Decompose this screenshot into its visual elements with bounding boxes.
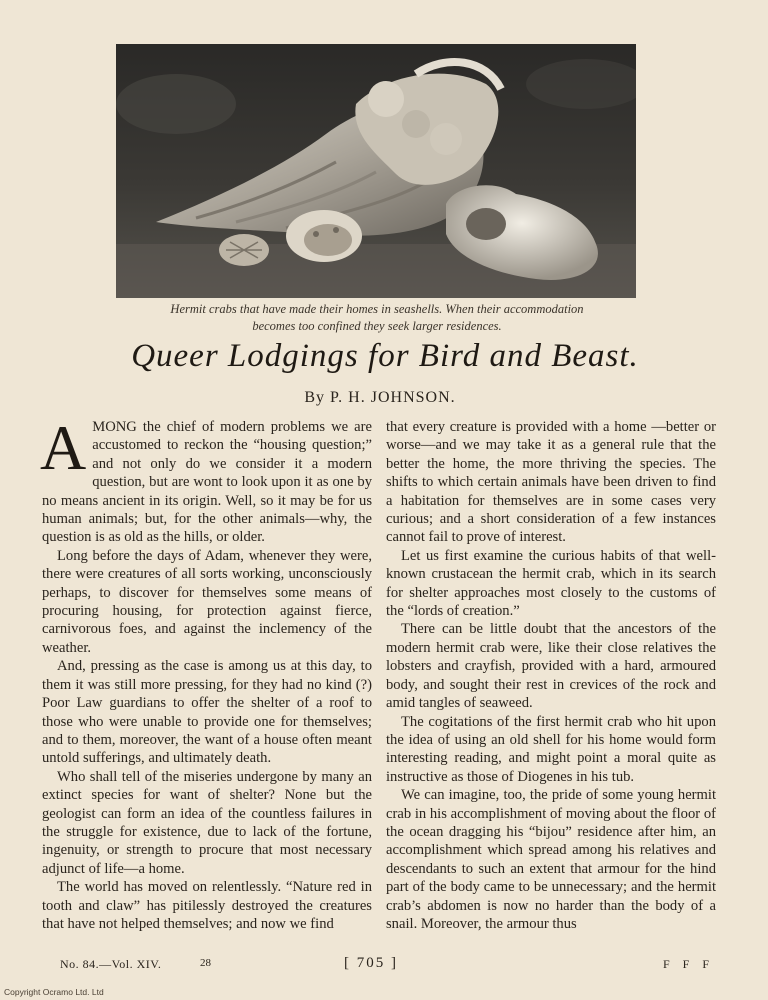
paragraph: And, pressing as the case is among us at this day, to them it was still more pressing, for they had no kind (?) Poor Law guardians to offer the shelter of a roof to those who were unable to provide one for themselves; and to them, moreover, the want of a house often meant untold sufferings, and ultimately death. [42, 658, 372, 767]
hermit-crab-photograph [116, 44, 636, 298]
paragraph: Who shall tell of the miseries undergone by many an extinct species for want of shelter? None but the geologist can form an idea of the countless failures in the struggle for existence, due to lack of the fortune, ingenuity, or strength to procure that most necessary adjunct of life—a home. [42, 768, 372, 877]
right-column [386, 418, 716, 933]
left-column [40, 412, 372, 933]
paragraph: The cogitations of the first hermit crab who hit upon the idea of using an old shell for his home would form interesting reading, and might point a moral quite as instructive as those of Diogenes in his tub. [386, 713, 716, 785]
paragraph: Long before the days of Adam, whenever they were, there were creatures of all sorts working, unconsciously perhaps, to discover for themselves some means of procuring housing, for protection against fierce, carnivorous foes, and against the inclemency of the weather. [42, 547, 372, 656]
caption-line-2: becomes too confined they seek larger residences. [252, 319, 502, 333]
page-footer [42, 957, 726, 975]
article-title: Queer Lodgings for Bird and Beast. [131, 338, 639, 374]
sheet-mark: F F F [662, 957, 714, 971]
copyright-watermark: Copyright Ocramo Ltd. Ltd [4, 987, 104, 997]
paragraph: AMONG the chief of modern problems we are accustomed to reckon the “housing question;” and not only do we consider it a modern question, but are wont to look upon it as one by no means ancient in its origin. Well, so it may be for us human animals; but, for the other animals—why, the question is as old as the hills, or older. [40, 412, 372, 546]
paragraph: Let us first examine the curious habits of that well-known crustacean the hermit crab, which in its search for shelter approaches most closely to the customs of the “lords of creation.” [386, 547, 716, 620]
page-number: [ 705 ] [344, 955, 398, 971]
signature-mark: 28 [200, 957, 211, 969]
seashell-illustration [116, 44, 636, 298]
paragraph: that every creature is provided with a home —better or worse—and we may take it as a general rule that the better the home, the more thriving the species. The shifts to which certain animals have been driven to find a habitation for themselves are in some cases very curious; and a short consideration of a few instances cannot fail to prove of interest. [386, 419, 716, 546]
caption-line-1: Hermit crabs that have made their homes in seashells. When their accommodation [170, 302, 584, 316]
photo-caption [90, 301, 664, 335]
article-byline: By P. H. JOHNSON. [304, 389, 456, 406]
drop-cap: A [40, 412, 87, 483]
paragraph: We can imagine, too, the pride of some young hermit crab in his accomplishment of moving about the floor of the ocean dragging his “bijou” residence after him, an accomplishment which spread among his relatives and descendants to such an extent that armour for the hind part of the body came to be unnecessary; and the hermit crab’s abdomen is now no harder than the body of a snail. Moreover, the armour thus [386, 787, 716, 932]
volume-number: No. 84.—Vol. XIV. [60, 957, 162, 971]
paragraph: The world has moved on relentlessly. “Nature red in tooth and claw” has pitilessly destroyed the creatures that have not helped themselves; and now we find [42, 879, 372, 932]
paragraph: There can be little doubt that the ancestors of the modern hermit crab were, like their close relatives the lobsters and crayfish, provided with a hard, armoured body, and sought their rest in crevices of the rock and amid tangles of seaweed. [386, 621, 716, 712]
